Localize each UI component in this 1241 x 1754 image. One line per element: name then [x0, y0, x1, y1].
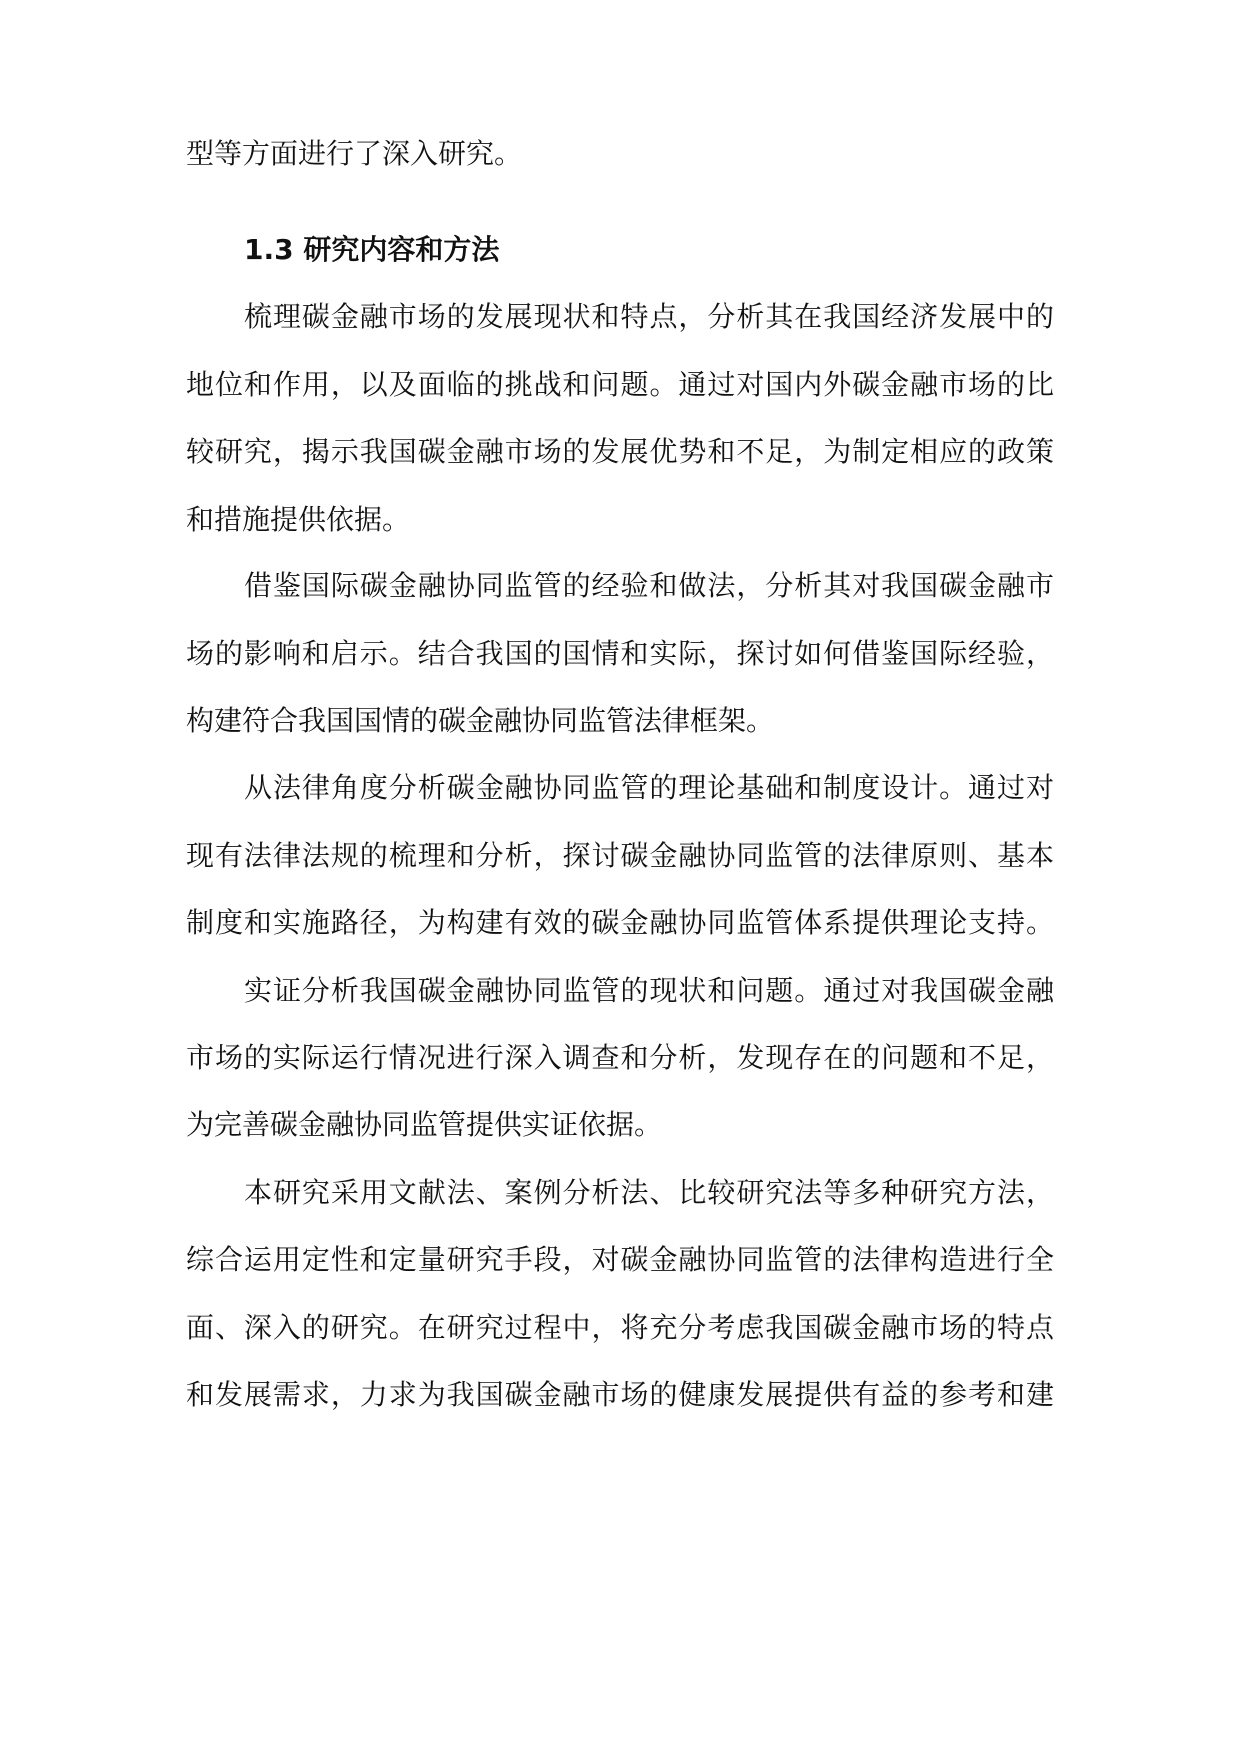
- paragraph-line: 借鉴国际碳金融协同监管的经验和做法，分析其对我国碳金融市: [244, 569, 1054, 602]
- paragraph-line: 现有法律法规的梳理和分析，探讨碳金融协同监管的法律原则、基本: [186, 839, 1054, 872]
- continuation-text: 型等方面进行了深入研究。: [186, 137, 523, 170]
- paragraph-line: 地位和作用，以及面临的挑战和问题。通过对国内外碳金融市场的比: [186, 368, 1054, 401]
- paragraph-line: 实证分析我国碳金融协同监管的现状和问题。通过对我国碳金融: [244, 974, 1054, 1007]
- paragraph-line: 较研究，揭示我国碳金融市场的发展优势和不足，为制定相应的政策: [186, 435, 1054, 468]
- section-heading: 1.3 研究内容和方法: [244, 233, 500, 266]
- paragraph-line: 制度和实施路径，为构建有效的碳金融协同监管体系提供理论支持。: [186, 906, 1054, 939]
- paragraph-line: 梳理碳金融市场的发展现状和特点，分析其在我国经济发展中的: [244, 300, 1054, 333]
- paragraph-line: 场的影响和启示。结合我国的国情和实际，探讨如何借鉴国际经验，: [186, 637, 1054, 670]
- paragraph-line: 综合运用定性和定量研究手段，对碳金融协同监管的法律构造进行全: [186, 1243, 1054, 1276]
- paragraph-line: 和发展需求，力求为我国碳金融市场的健康发展提供有益的参考和建: [186, 1378, 1054, 1411]
- paragraph-line: 为完善碳金融协同监管提供实证依据。: [186, 1108, 663, 1141]
- paragraph-line: 和措施提供依据。: [186, 503, 411, 536]
- paragraph-line: 从法律角度分析碳金融协同监管的理论基础和制度设计。通过对: [244, 771, 1054, 804]
- paragraph-line: 面、深入的研究。在研究过程中，将充分考虑我国碳金融市场的特点: [186, 1311, 1054, 1344]
- paragraph-line: 本研究采用文献法、案例分析法、比较研究法等多种研究方法，: [244, 1176, 1054, 1209]
- paragraph-line: 构建符合我国国情的碳金融协同监管法律框架。: [186, 704, 775, 737]
- paragraph-line: 市场的实际运行情况进行深入调查和分析，发现存在的问题和不足，: [186, 1041, 1054, 1074]
